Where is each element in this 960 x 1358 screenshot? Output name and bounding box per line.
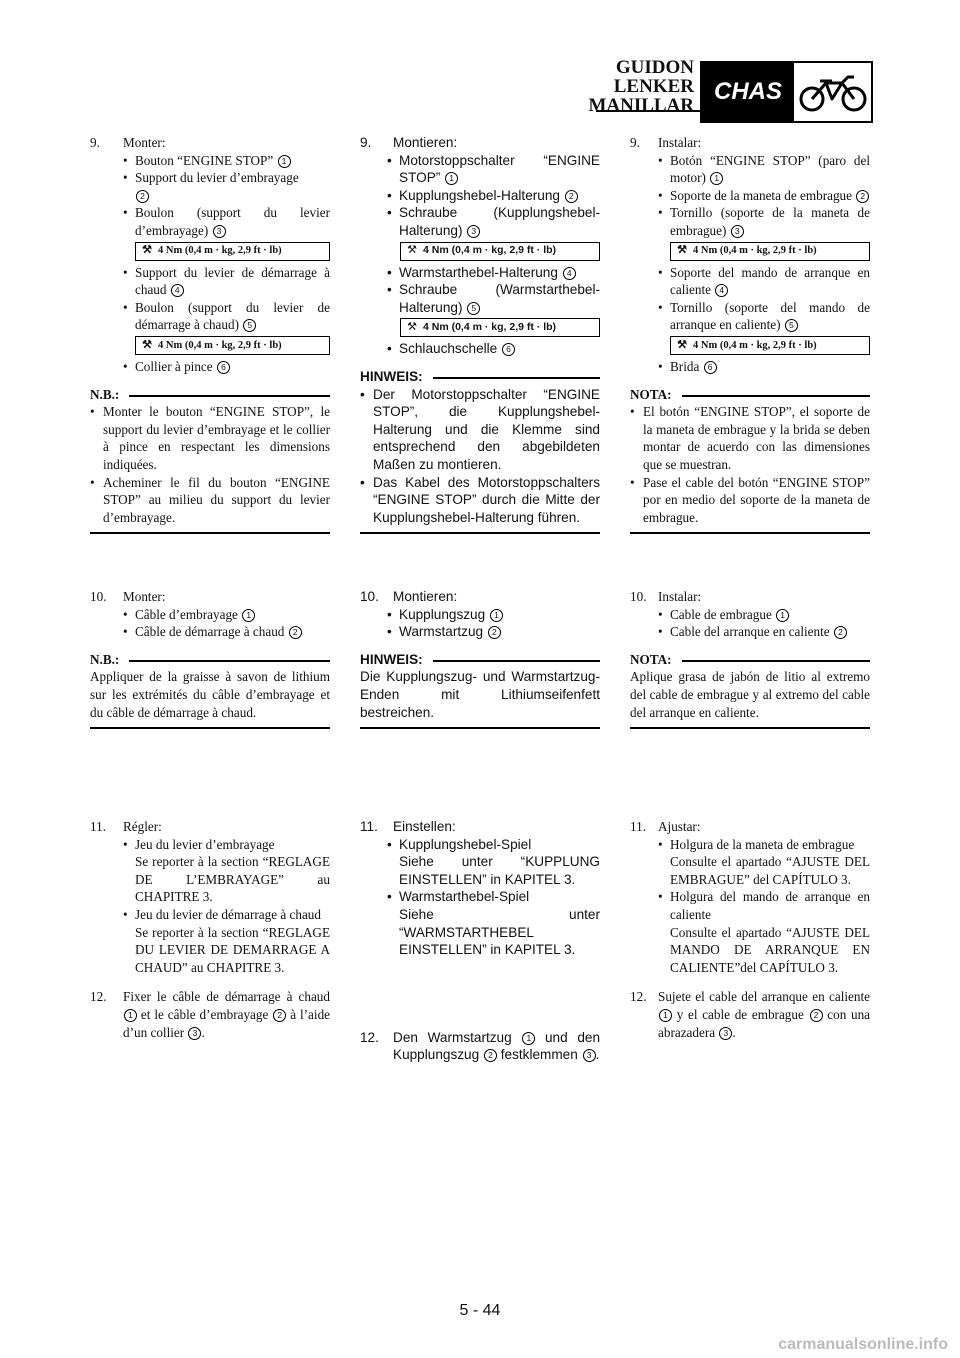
ref-number-icon: 1 <box>710 172 723 185</box>
ref-number-icon: 1 <box>490 609 503 622</box>
ref-number-icon: 3 <box>467 225 480 238</box>
torque-spec: ⚒ 4 Nm (0,4 m · kg, 2,9 ft · lb) <box>670 242 870 261</box>
note-box <box>630 403 870 534</box>
ref-number-icon: 2 <box>273 1009 286 1022</box>
note-box: Die Kupplungszug- und Warmstartzug-Enden mit Lithiumseifenfett bestreichen. <box>360 668 600 729</box>
list-item: • Tornillo (soporte de la maneta de embrague) 3 <box>658 204 870 239</box>
list-item: • Support du levier d’embrayage 2 <box>123 169 330 204</box>
column-german: 9. Montieren: • Motorstoppschalter “ENGINE STOP” 1 • Kupplungshebel-Halterung 2 • Schraube (Kupplungshebel-Halterung) 3 ⚒ 4 Nm (0,4 m · kg, 2,9 ft · lb) • Warmstarthebel-Halterung 4 • Schraube (Warmstarthebel-Halterung) 5 ⚒ 4 Nm (0,4 m · kg, 2,9 ft · lb) • Schlauchschelle 6 HINWEIS: • Der Motorstoppschalter “ENGINE STOP”, die Kupplungshebel-Halterung und die Klemme sind entsprechend den abgebildeten Maßen zu montieren. • Das Kabel des Motorstoppschalters “ENGINE STOP” durch die Mitte der Kupplungshebel-Halterung führen. <box>360 134 600 536</box>
ref-number-icon: 3 <box>583 1049 596 1062</box>
title-fr: GUIDON <box>615 57 694 78</box>
ref-number-icon: 1 <box>242 609 255 622</box>
motorcycle-icon <box>798 69 868 115</box>
step-12-es: 12. Sujete el cable del arranque en caliente 1 y el cable de embrague 2 con una abrazadera 3 . <box>630 989 871 1040</box>
ref-number-icon: 5 <box>243 319 256 332</box>
list-item: • Botón “ENGINE STOP” (paro del motor) 1 <box>658 152 870 187</box>
list-item: • Schlauchschelle 6 <box>387 340 600 358</box>
wrench-icon: ⚒ <box>142 338 152 351</box>
note-header: N.B.: <box>90 386 330 404</box>
step-12-de: 12. Den Warmstartzug 1 und den Kupplungszug 2 festklemmen 3 . <box>360 1029 601 1063</box>
list-item: • Câble de démarrage à chaud 2 <box>123 623 330 641</box>
ref-number-icon: 4 <box>715 284 728 297</box>
chapter-label: CHAS <box>702 63 794 121</box>
list-item: • Warmstarthebel-Spiel Siehe unter “WARMSTARTHEBEL EINSTELLEN” in KAPITEL 3. <box>387 888 600 958</box>
note-box: Appliquer de la graisse à savon de lithium sur les extrémités du câble d’embrayage et du câble de démarrage à chaud. <box>90 668 330 729</box>
list-item: • Cable del arranque en caliente 2 <box>658 623 870 641</box>
wrench-icon: ⚒ <box>407 244 417 257</box>
torque-spec: ⚒ 4 Nm (0,4 m · kg, 2,9 ft · lb) <box>135 242 330 261</box>
watermark: carmanualsonline.info <box>778 1336 948 1353</box>
list-item: • Warmstartzug 2 <box>387 623 600 641</box>
list-item: • Motorstoppschalter “ENGINE STOP” 1 <box>387 152 600 187</box>
title-es: MANILLAR <box>588 95 694 116</box>
ref-number-icon: 1 <box>278 155 291 168</box>
ref-number-icon: 2 <box>856 190 869 203</box>
ref-number-icon: 2 <box>484 1049 497 1062</box>
list-item: • Das Kabel des Motorstoppschalters “ENGINE STOP” durch die Mitte der Kupplungshebel-Halterung führen. <box>360 474 600 527</box>
list-item: • El botón “ENGINE STOP”, el soporte de la maneta de embrague y la brida se deben montar de acuerdo con las dimensiones que se muestran. <box>630 403 870 473</box>
list-item: • Schraube (Warmstarthebel-Halterung) 5 <box>387 281 600 316</box>
ref-number-icon: 2 <box>488 626 501 639</box>
list-item: • Warmstarthebel-Halterung 4 <box>387 264 600 282</box>
torque-spec: ⚒ 4 Nm (0,4 m · kg, 2,9 ft · lb) <box>670 336 870 355</box>
ref-number-icon: 1 <box>124 1009 137 1022</box>
column-german-10: 10. Montieren: • Kupplungszug 1 • Warmstartzug 2 HINWEIS: Die Kupplungszug- und Warmstartzug-Enden mit Lithiumseifenfett bestreichen. <box>360 588 600 731</box>
column-spanish: 9. Instalar: • Botón “ENGINE STOP” (paro del motor) 1 • Soporte de la maneta de embrague 2 • Tornillo (soporte de la maneta de embrague) 3 ⚒ 4 Nm (0,4 m · kg, 2,9 ft · lb) • Soporte del mando de arranque en caliente 4 • Tornillo (soporte del mando de arranque en caliente) 5 ⚒ 4 Nm (0,4 m · kg, 2,9 ft · lb) • Brida 6 NOTA: • El botón “ENGINE STOP”, el soporte de la maneta de embrague y la brida se deben montar de acuerdo con las dimensiones que se muestran. • Pase el cable del botón “ENGINE STOP” por en medio del soporte de la maneta de embrague. <box>630 134 870 536</box>
list-item: • Kupplungshebel-Spiel Siehe unter “KUPPLUNG EINSTELLEN” in KAPITEL 3. <box>387 836 600 889</box>
list-item: • Schraube (Kupplungshebel-Halterung) 3 <box>387 204 600 239</box>
note-box: Aplique grasa de jabón de litio al extremo del cable de embrague y al extremo del cable del arranque en caliente. <box>630 668 870 729</box>
ref-number-icon: 4 <box>171 284 184 297</box>
section-titles <box>588 58 694 115</box>
chapter-badge <box>700 61 873 123</box>
list-item: • Pase el cable del botón “ENGINE STOP” por en medio del soporte de la maneta de embrague. <box>630 474 870 527</box>
torque-spec: ⚒ 4 Nm (0,4 m · kg, 2,9 ft · lb) <box>400 318 600 337</box>
column-spanish-11: 11. Ajustar: • Holgura de la maneta de embrague Consulte el apartado “AJUSTE DEL EMBRAGUE” del CAPÍTULO 3. • Holgura del mando de arranque en caliente Consulte el apartado “AJUSTE DEL MANDO DE ARRANQUE EN CALIENTE”del CAPÍTULO 3. 12. Sujete el cable del arranque en caliente 1 y el cable de embrague 2 con una abrazadera 3 . <box>630 818 870 1041</box>
note-header: HINWEIS: <box>360 368 600 386</box>
wrench-icon: ⚒ <box>677 244 687 257</box>
ref-number-icon: 6 <box>502 343 515 356</box>
list-item: • Soporte de la maneta de embrague 2 <box>658 187 870 205</box>
ref-number-icon: 3 <box>731 225 744 238</box>
ref-number-icon: 4 <box>563 267 576 280</box>
list-item: • Bouton “ENGINE STOP” 1 <box>123 152 330 170</box>
ref-number-icon: 2 <box>834 626 847 639</box>
list-item: • Tornillo (soporte del mando de arranque en caliente) 5 <box>658 299 870 334</box>
list-item: • Monter le bouton “ENGINE STOP”, le support du levier d’embrayage et le collier à pince en respectant les dimensions indiquées. <box>90 403 330 473</box>
note-box <box>360 386 600 535</box>
step-9-fr: 9. Monter: • Bouton “ENGINE STOP” 1 • Support du levier d’embrayage 2 • Boulon (support du levier d’embrayage) 3 ⚒ 4 Nm (0,4 m · kg, 2,9 ft · lb) • Support du levier de démarrage à chaud 4 • Boulon (support du levier de démarrage à chaud) 5 ⚒ 4 Nm (0,4 m · kg, 2,9 ft · lb) • Collier à pince 6 <box>90 134 330 376</box>
note-header: NOTA: <box>630 386 870 404</box>
wrench-icon: ⚒ <box>407 321 417 334</box>
column-german-11: 11. Einstellen: • Kupplungshebel-Spiel Siehe unter “KUPPLUNG EINSTELLEN” in KAPITEL 3. • Warmstarthebel-Spiel Siehe unter “WARMSTARTHEBEL EINSTELLEN” in KAPITEL 3. 12. Den Warmstartzug 1 und den Kupplungszug 2 festklemmen 3 . <box>360 818 600 1064</box>
note-header: N.B.: <box>90 651 330 669</box>
list-item: • Jeu du levier de démarrage à chaud Se reporter à la section “REGLAGE DU LEVIER DE DEMARRAGE A CHAUD” au CHAPITRE 3. <box>123 906 330 976</box>
note-header: HINWEIS: <box>360 651 600 669</box>
list-item: • Cable de embrague 1 <box>658 606 870 624</box>
list-item: • Boulon (support du levier d’embrayage) 3 <box>123 204 330 239</box>
list-item: • Soporte del mando de arranque en caliente 4 <box>658 264 870 299</box>
list-item: • Collier à pince 6 <box>123 358 330 376</box>
column-french-11: 11. Régler: • Jeu du levier d’embrayage Se reporter à la section “REGLAGE DE L’EMBRAYAGE” au CHAPITRE 3. • Jeu du levier de démarrage à chaud Se reporter à la section “REGLAGE DU LEVIER DE DEMARRAGE A CHAUD” au CHAPITRE 3. 12. Fixer le câble de démarrage à chaud 1 et le câble d’embrayage 2 à l’aide d’un collier 3 . <box>90 818 330 1041</box>
step-12-fr: 12. Fixer le câble de démarrage à chaud 1 et le câble d’embrayage 2 à l’aide d’un collier 3 . <box>90 989 331 1040</box>
ref-number-icon: 5 <box>785 319 798 332</box>
list-item: • Holgura del mando de arranque en caliente Consulte el apartado “AJUSTE DEL MANDO DE ARRANQUE EN CALIENTE”del CAPÍTULO 3. <box>658 888 870 976</box>
column-french <box>90 134 330 536</box>
ref-number-icon: 3 <box>213 225 226 238</box>
ref-number-icon: 2 <box>810 1009 823 1022</box>
ref-number-icon: 2 <box>136 190 149 203</box>
list-item: • Boulon (support du levier de démarrage à chaud) 5 <box>123 299 330 334</box>
ref-number-icon: 6 <box>217 361 230 374</box>
ref-number-icon: 2 <box>289 626 302 639</box>
list-item: • Support du levier de démarrage à chaud 4 <box>123 264 330 299</box>
ref-number-icon: 1 <box>659 1009 672 1022</box>
list-item: • Acheminer le fil du bouton “ENGINE STOP” au milieu du support du levier d’embrayage. <box>90 474 330 527</box>
ref-number-icon: 5 <box>467 302 480 315</box>
ref-number-icon: 2 <box>565 190 578 203</box>
torque-spec: ⚒ 4 Nm (0,4 m · kg, 2,9 ft · lb) <box>135 336 330 355</box>
list-item: • Brida 6 <box>658 358 870 376</box>
header-rule <box>596 110 700 112</box>
list-item: • Kupplungshebel-Halterung 2 <box>387 187 600 205</box>
ref-number-icon: 1 <box>522 1032 535 1045</box>
list-item: • Jeu du levier d’embrayage Se reporter à la section “REGLAGE DE L’EMBRAYAGE” au CHAPITRE 3. <box>123 836 330 906</box>
ref-number-icon: 1 <box>776 609 789 622</box>
list-item: • Holgura de la maneta de embrague Consulte el apartado “AJUSTE DEL EMBRAGUE” del CAPÍTULO 3. <box>658 836 870 889</box>
page-number: 5 - 44 <box>459 1302 501 1319</box>
ref-number-icon: 3 <box>719 1027 732 1040</box>
column-french-10: 10. Monter: • Câble d’embrayage 1 • Câble de démarrage à chaud 2 N.B.: Appliquer de la graisse à savon de lithium sur les extrémités du câble d’embrayage et du câble de démarrage à chaud. <box>90 588 330 731</box>
list-item: • Kupplungszug 1 <box>387 606 600 624</box>
note-box <box>90 403 330 534</box>
ref-number-icon: 6 <box>704 361 717 374</box>
ref-number-icon: 1 <box>445 172 458 185</box>
note-header: NOTA: <box>630 651 870 669</box>
list-item: • Câble d’embrayage 1 <box>123 606 330 624</box>
title-de: LENKER <box>613 76 694 97</box>
wrench-icon: ⚒ <box>142 244 152 257</box>
wrench-icon: ⚒ <box>677 338 687 351</box>
column-spanish-10: 10. Instalar: • Cable de embrague 1 • Cable del arranque en caliente 2 NOTA: Aplique grasa de jabón de litio al extremo del cable de embrague y al extremo del cable del arranque en caliente. <box>630 588 870 731</box>
list-item: • Der Motorstoppschalter “ENGINE STOP”, die Kupplungshebel-Halterung und die Klemme sind entsprechend den abgebildeten Maßen zu montieren. <box>360 386 600 474</box>
ref-number-icon: 3 <box>188 1027 201 1040</box>
torque-spec: ⚒ 4 Nm (0,4 m · kg, 2,9 ft · lb) <box>400 242 600 261</box>
